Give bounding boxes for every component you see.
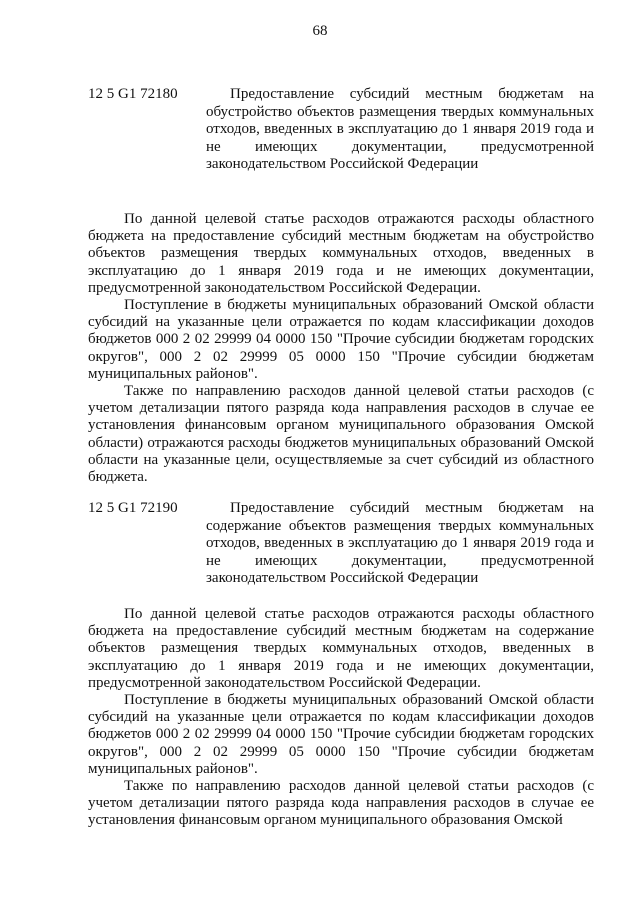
article-description bbox=[88, 211, 594, 486]
paragraph: По данной целевой статье расходов отражаются расходы областного бюджета на предоставление субсидий местным бюджетам на содержание объектов размещения твердых коммунальных отходов, введенных в эксплуатацию до 1 января 2019 года и не имеющих документации, предусмотренной законодательством Российской Федерации. bbox=[88, 606, 594, 691]
page-number: 68 bbox=[312, 23, 328, 39]
paragraph: Поступление в бюджеты муниципальных образований Омской области субсидий на указанные цели отражается по кодам классификации доходов бюджетов 000 2 02 29999 04 0000 150 "Прочие субсидии бюджетам городских округов", 000 2 02 29999 05 0000 150 "Прочие субсидии бюджетам муниципальных районов". bbox=[88, 692, 594, 777]
article-heading bbox=[88, 86, 594, 174]
paragraph: Также по направлению расходов данной целевой статьи расходов (с учетом детализации пятого разряда кода направления расходов в случае ее установления финансовым органом муниципального образования Омской bbox=[88, 778, 594, 829]
article-description bbox=[88, 606, 594, 830]
article-code: 12 5 G1 72180 bbox=[88, 86, 178, 102]
article-title: Предоставление субсидий местным бюджетам на обустройство объектов размещения твердых коммунальных отходов, введенных в эксплуатацию до 1 января 2019 года и не имеющих документации, предусмотренной законодательством Российской Федерации bbox=[206, 86, 594, 172]
article-heading bbox=[88, 500, 594, 588]
article-code: 12 5 G1 72190 bbox=[88, 500, 178, 516]
article-title: Предоставление субсидий местным бюджетам на содержание объектов размещения твердых коммунальных отходов, введенных в эксплуатацию до 1 января 2019 года и не имеющих документации, предусмотренной законодательством Российской Федерации bbox=[206, 500, 594, 586]
paragraph: Поступление в бюджеты муниципальных образований Омской области субсидий на указанные цели отражается по кодам классификации доходов бюджетов 000 2 02 29999 04 0000 150 "Прочие субсидии бюджетам городских округов", 000 2 02 29999 05 0000 150 "Прочие субсидии бюджетам муниципальных районов". bbox=[88, 297, 594, 382]
paragraph: По данной целевой статье расходов отражаются расходы областного бюджета на предоставление субсидий местным бюджетам на обустройство объектов размещения твердых коммунальных отходов, введенных в эксплуатацию до 1 января 2019 года и не имеющих документации, предусмотренной законодательством Российской Федерации. bbox=[88, 211, 594, 296]
paragraph: Также по направлению расходов данной целевой статьи расходов (с учетом детализации пятого разряда кода направления расходов в случае ее установления финансовым органом муниципального образования Омской области) отражаются расходы бюджетов муниципальных образований Омской области на указанные цели, осуществляемые за счет субсидий из областного бюджета. bbox=[88, 383, 594, 486]
